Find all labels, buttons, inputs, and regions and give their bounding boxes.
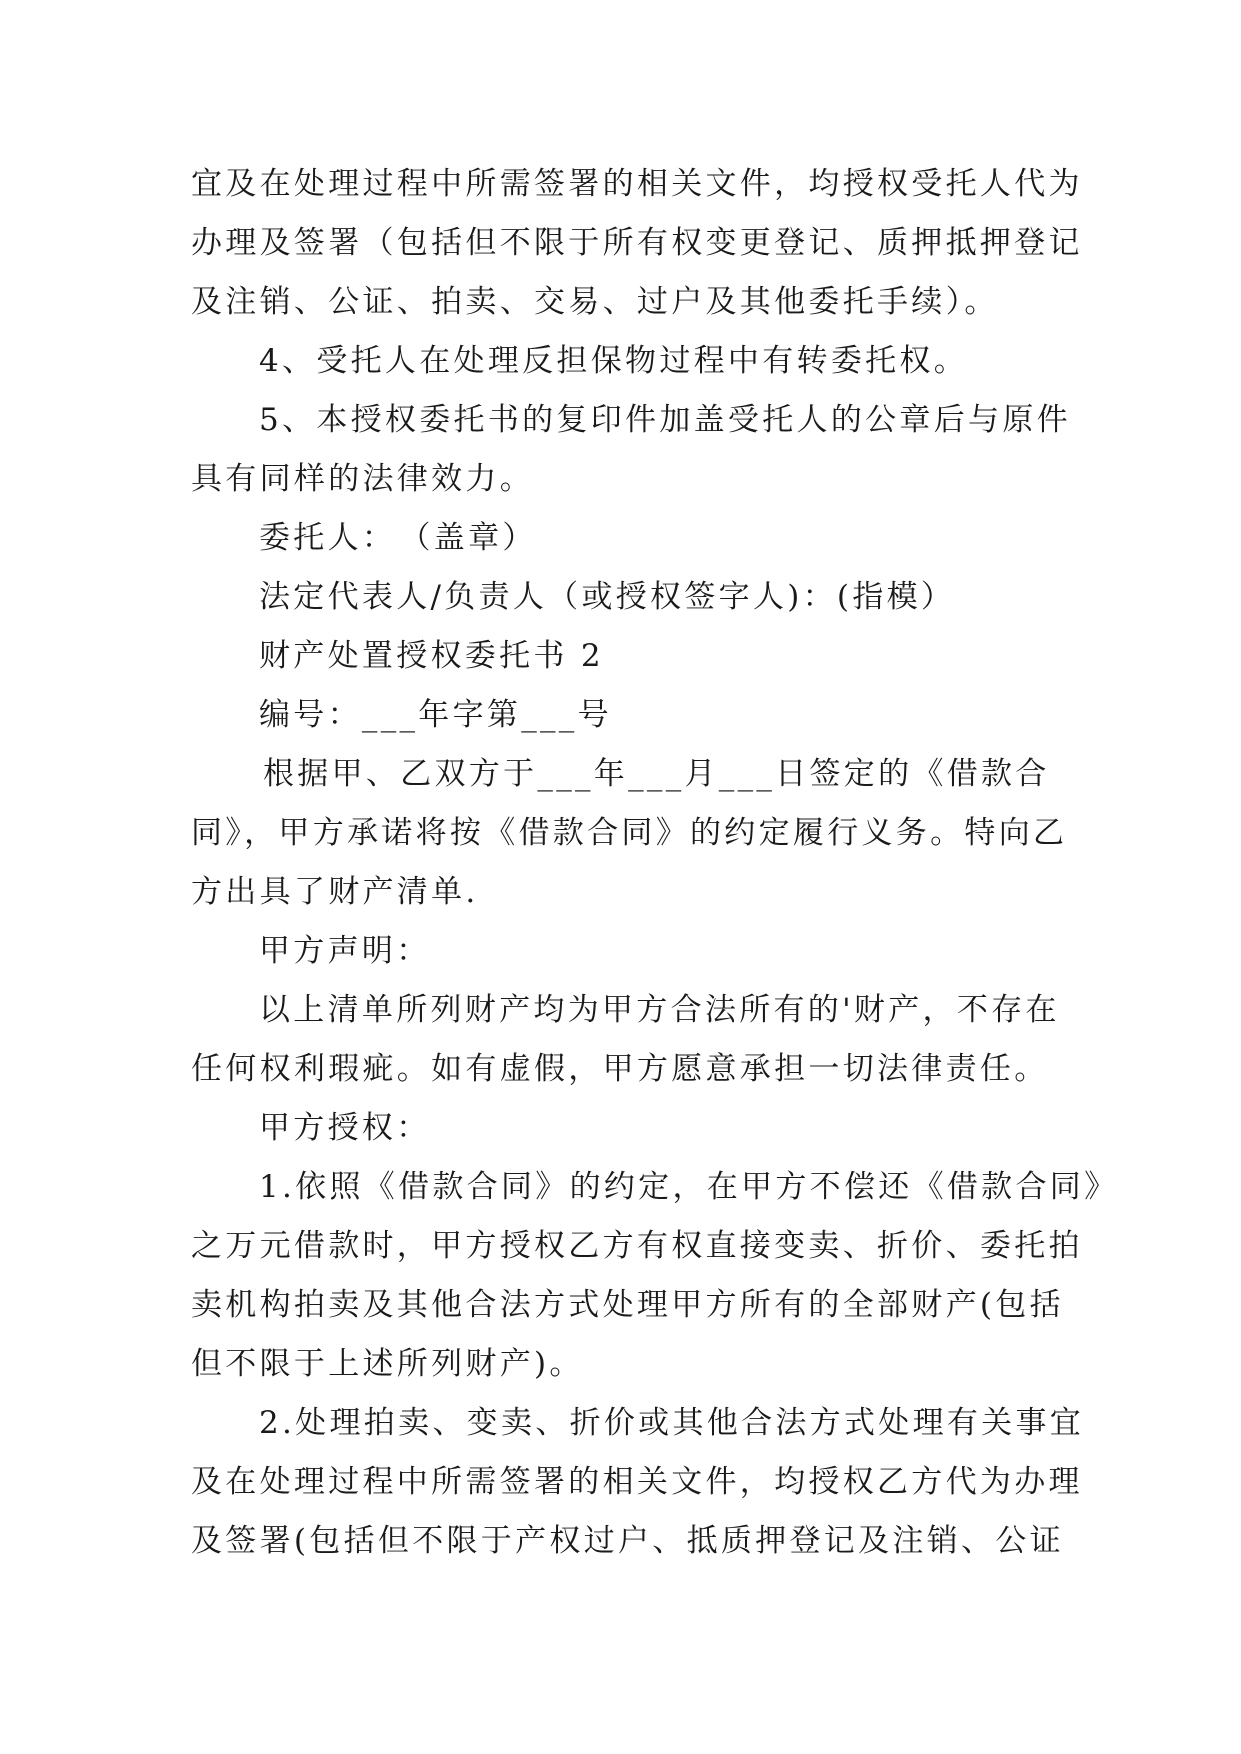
text-line: 5、本授权委托书的复印件加盖受托人的公章后与原件 <box>259 402 1071 438</box>
paragraph-authorization-continued <box>191 155 1083 332</box>
text-line: 及签署(包括但不限于产权过户、抵质押登记及注销、公证 <box>191 1523 1064 1559</box>
text-line: 编号：___年字第___号 <box>259 697 612 733</box>
text-line: 2.处理拍卖、变卖、折价或其他合法方式处理有关事宜 <box>259 1405 1085 1441</box>
text-line: 宜及在处理过程中所需签署的相关文件，均授权受托人代为 <box>191 166 1083 202</box>
text-line: 及在处理过程中所需签署的相关文件，均授权乙方代为办理 <box>191 1464 1083 1500</box>
text-line: 卖机构拍卖及其他合法方式处理甲方所有的全部财产(包括 <box>191 1287 1064 1323</box>
text-line: 财产处置授权委托书 2 <box>259 638 604 674</box>
paragraph-principal-signature <box>191 509 1051 568</box>
text-line: 委托人： （盖章） <box>259 520 537 556</box>
text-line: 1.依照《借款合同》的约定，在甲方不偿还《借款合同》 <box>259 1169 1119 1205</box>
paragraph-declaration <box>191 981 1060 1099</box>
paragraph-clause-4 <box>191 332 1051 391</box>
text-line: 之万元借款时，甲方授权乙方有权直接变卖、折价、委托拍 <box>191 1228 1083 1264</box>
section-title-document-2 <box>191 627 1051 686</box>
text-line: 法定代表人/负责人（或授权签字人)：(指模） <box>259 579 956 615</box>
paragraph-loan-contract <box>191 745 1068 922</box>
text-line: 办理及签署（包括但不限于所有权变更登记、质押抵押登记 <box>191 225 1083 261</box>
text-line: 甲方声明： <box>259 933 431 969</box>
paragraph-document-number <box>191 686 1051 745</box>
document-body <box>191 155 1119 1571</box>
text-line: 甲方授权： <box>259 1110 431 1146</box>
text-line: 但不限于上述所列财产)。 <box>191 1346 584 1382</box>
heading-party-a-declaration <box>191 922 1051 981</box>
text-line: 根据甲、乙双方于___年___月___日签定的《借款合 <box>263 756 1050 792</box>
paragraph-clause-5 <box>191 391 1071 509</box>
text-line: 具有同样的法律效力。 <box>191 461 534 497</box>
text-line: 及注销、公证、拍卖、交易、过户及其他委托手续）。 <box>191 284 999 320</box>
text-line: 以上清单所列财产均为甲方合法所有的'财产，不存在 <box>259 992 1060 1028</box>
heading-party-a-authorization <box>191 1099 1051 1158</box>
text-line: 方出具了财产清单. <box>191 874 479 910</box>
paragraph-legal-representative <box>191 568 1051 627</box>
text-line: 同》，甲方承诺将按《借款合同》的约定履行义务。特向乙 <box>191 815 1068 851</box>
text-line: 任何权利瑕疵。如有虚假，甲方愿意承担一切法律责任。 <box>191 1051 1049 1087</box>
paragraph-authorization-item-1 <box>191 1158 1119 1394</box>
paragraph-authorization-item-2 <box>191 1394 1085 1571</box>
text-line: 4、受托人在处理反担保物过程中有转委托权。 <box>259 343 969 379</box>
